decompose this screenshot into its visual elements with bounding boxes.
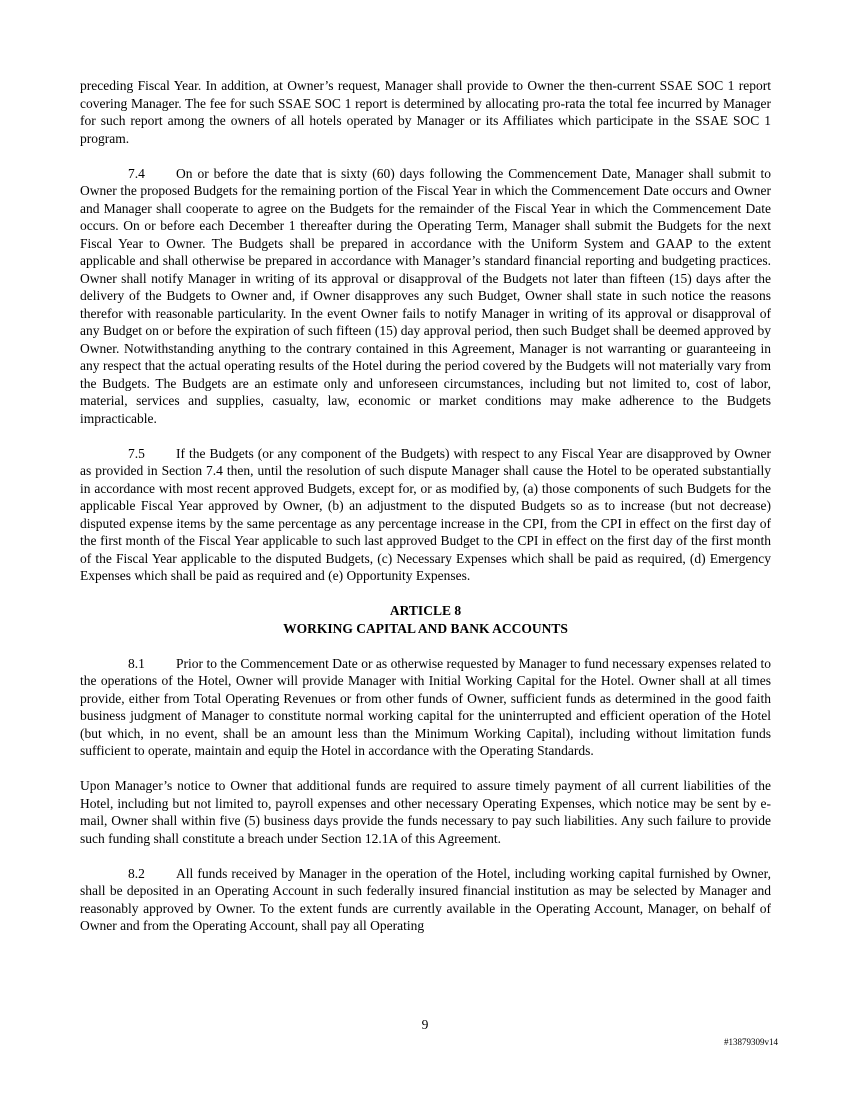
section-text: If the Budgets (or any component of the Budgets) with respect to any Fiscal Year are disapproved by Owner as provided in Section 7.4 then, until the resolution of such dispute Manager shall cause the Hotel to be operated substantially in accordance with most recent approved Budgets, except for, or as modified by, (a) those components of such Budgets for the applicable Fiscal Year approved by Owner, (b) an adjustment to the disputed Budgets so as to increase (but not decrease) disputed expense items by the same percentage as any percentage increase in the CPI, from the CPI in effect on the first day of the first month of the Fiscal Year applicable to such last approved Budget to the CPI in effect on the first day of the first month of the Fiscal Year applicable to the disputed Budgets, (c) Necessary Expenses which shall be paid as required, (d) Emergency Expenses which shall be paid as required and (e) Opportunity Expenses.	[80, 445, 771, 583]
section-number: 7.5	[128, 445, 145, 461]
article-title: WORKING CAPITAL AND BANK ACCOUNTS	[283, 620, 568, 636]
page-number: 9	[421, 1017, 429, 1032]
document-id: #13879309v14	[724, 1037, 778, 1047]
article-number: ARTICLE 8	[389, 603, 462, 618]
paragraph-continued: preceding Fiscal Year. In addition, at Owner’s request, Manager shall provide to Owner the then-current SSAE SOC 1 report covering Manager. The fee for such SSAE SOC 1 report is determined by allocating pro-rata the total fee incurred by Manager for such report among the owners of all hotels operated by Manager or its Affiliates which participate in the SSAE SOC 1 program.	[80, 78, 771, 146]
section-7-4	[80, 165, 771, 428]
section-number: 8.1	[128, 655, 145, 671]
section-8-1	[80, 655, 771, 760]
section-text: All funds received by Manager in the operation of the Hotel, including working capital furnished by Owner, shall be deposited in an Operating Account in such federally insured financial institution as may be selected by Manager and reasonably approved by Owner. To the extent funds are currently available in the Operating Account, Manager, on behalf of Owner and from the Operating Account, shall pay all Operating	[80, 865, 771, 933]
paragraph-notice: Upon Manager’s notice to Owner that additional funds are required to assure timely payment of all current liabilities of the Hotel, including but not limited to, payroll expenses and other necessary Operating Expenses, which notice may be sent by e-mail, Owner shall within five (5) business days provide the funds necessary to pay such liabilities. Any such failure to provide such funding shall constitute a breach under Section 12.1A of this Agreement.	[80, 778, 771, 846]
section-8-2	[80, 865, 771, 935]
section-text: On or before the date that is sixty (60) days following the Commencement Date, Manager shall submit to Owner the proposed Budgets for the remaining portion of the Fiscal Year in which the Commencement Date occurs and Owner and Manager shall cooperate to agree on the Budgets for the remainder of the Fiscal Year in which the Commencement Date occurs. On or before each December 1 thereafter during the Operating Term, Manager shall submit the Budgets for the next Fiscal Year to Owner. The Budgets shall be prepared in accordance with the Uniform System and GAAP to the extent applicable and shall otherwise be prepared in accordance with Manager’s standard financial reporting and budgeting practices. Owner shall notify Manager in writing of its approval or disapproval of the Budgets not later than fifteen (15) days after the delivery of the Budgets to Owner and, if Owner disapproves any such Budget, Owner shall state in such notice the reasons therefor with reasonable particularity. In the event Owner fails to notify Manager in writing of its approval or disapproval of any Budget on or before the expiration of such fifteen (15) day approval period, then such Budget shall be deemed approved by Owner. Notwithstanding anything to the contrary contained in this Agreement, Manager is not warranting or guaranteeing in any respect that the actual operating results of the Hotel during the period covered by the Budgets will not materially vary from the Budgets. The Budgets are an estimate only and unforeseen circumstances, including but not limited to, cost of labor, material, services and supplies, casualty, law, economic or market conditions may make adherence to the Budgets impracticable.	[80, 165, 771, 426]
section-number: 7.4	[128, 165, 145, 181]
article-heading	[80, 602, 771, 637]
section-text: Prior to the Commencement Date or as otherwise requested by Manager to fund necessary expenses related to the operations of the Hotel, Owner will provide Manager with Initial Working Capital for the Hotel. Owner shall at all times provide, either from Total Operating Revenues or from other funds of Owner, sufficient funds as determined in the good faith business judgment of Manager to constitute normal working capital for the uninterrupted and efficient operation of the Hotel (but which, in no event, shall be an amount less than the Minimum Working Capital), including without limitation funds sufficient to operate, maintain and equip the Hotel in accordance with the Operating Standards.	[80, 655, 771, 758]
section-7-5	[80, 445, 771, 585]
section-number: 8.2	[128, 865, 145, 881]
document-body	[80, 77, 771, 952]
